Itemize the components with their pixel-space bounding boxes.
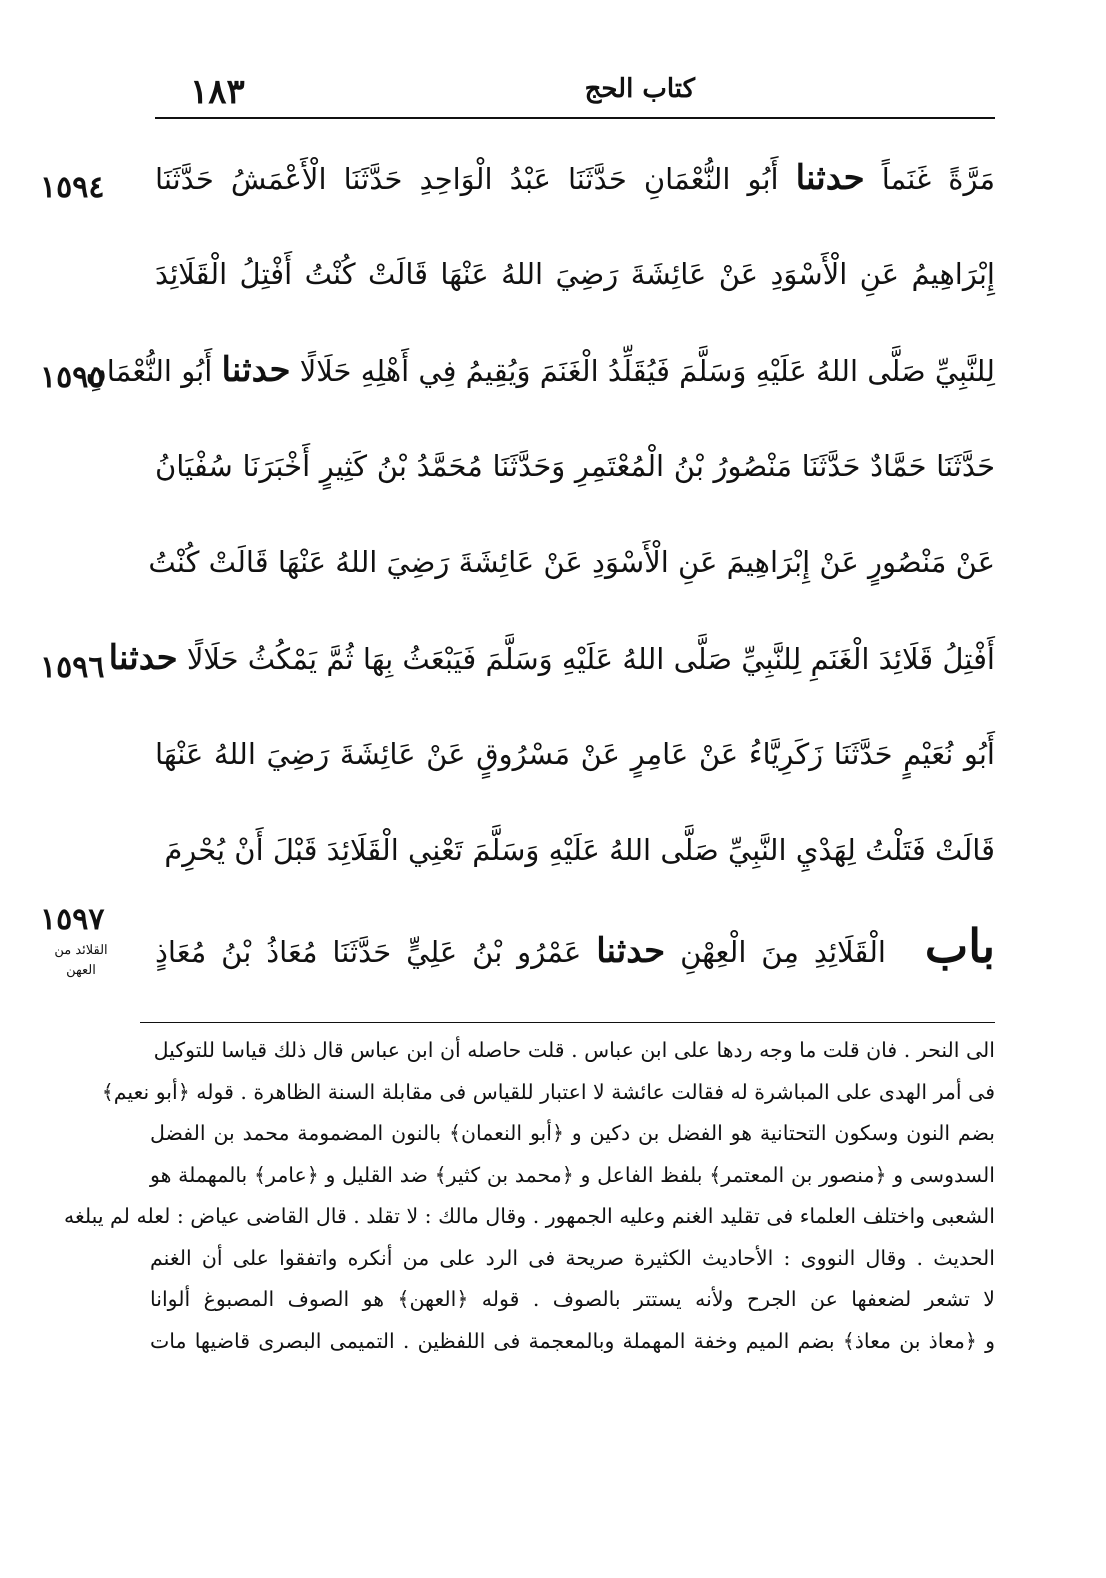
chapter-title: الْقَلَائِدِ مِنَ الْعِهْنِ bbox=[680, 935, 886, 969]
commentary-line-8: و ﴿معاذ بن معاذ﴾ بضم الميم وخفة المهملة وبالمعجمة فى اللفظين . التميمى البصرى قاضيها مات bbox=[150, 1328, 995, 1353]
hadith-number-1596: ١٥٩٦ bbox=[40, 650, 105, 685]
commentary-line-1: الى النحر . فان قلت ما وجه ردها على ابن عباس . قلت حاصله أن ابن عباس قال ذلك قياسا للتوكيل bbox=[153, 1038, 995, 1062]
bab-heading: باب bbox=[924, 919, 996, 973]
text-segment: أَبُو النُّعْمَانِ حَدَّثَنَا عَبْدُ الْوَاحِدِ حَدَّثَنَا الْأَعْمَشُ حَدَّثَنَا bbox=[155, 162, 779, 196]
text-line-8: قَالَتْ فَتَلْتُ لِهَدْيِ النَّبِيِّ صَلَّى اللهُ عَلَيْهِ وَسَلَّمَ تَعْنِي الْقَلَائِدَ قَبْلَ أَنْ يُحْرِمَ bbox=[164, 833, 995, 867]
page-number: ١٨٣ bbox=[190, 72, 245, 112]
text-segment: مَرَّةً غَنَماً bbox=[881, 162, 996, 196]
commentary-line-3: بضم النون وسكون التحتانية هو الفضل بن دكين و ﴿أبو النعمان﴾ بالنون المضمومة محمد بن الفضل bbox=[150, 1121, 995, 1145]
text-line-5: عَنْ مَنْصُورٍ عَنْ إِبْرَاهِيمَ عَنِ الْأَسْوَدِ عَنْ عَائِشَةَ رَضِيَ اللهُ عَنْهَا قَالَتْ كُنْتُ bbox=[148, 545, 995, 579]
text-segment: أَبُو النُّعْمَانِ bbox=[85, 354, 213, 388]
text-line-4: حَدَّثَنَا حَمَّادٌ حَدَّثَنَا مَنْصُورُ بْنُ الْمُعْتَمِرِ وَحَدَّثَنَا مُحَمَّدُ بْنُ كَثِيرٍ أَخْبَرَنَا سُفْيَانُ bbox=[155, 449, 995, 483]
chapter-heading-line bbox=[155, 898, 995, 998]
text-line-2: إِبْرَاهِيمُ عَنِ الْأَسْوَدِ عَنْ عَائِشَةَ رَضِيَ اللهُ عَنْهَا قَالَتْ كُنْتُ أَفْتِلُ الْقَلَائِدَ bbox=[155, 257, 995, 291]
text-segment: أَفْتِلُ قَلَائِدَ الْغَنَمِ لِلنَّبِيِّ صَلَّى اللهُ عَلَيْهِ وَسَلَّمَ فَيَبْعَثُ بِهَا ثُمَّ يَمْكُثُ حَلَالًا bbox=[186, 642, 995, 676]
commentary-block bbox=[63, 1030, 995, 1362]
haddathana-keyword: حدثنا bbox=[795, 158, 865, 198]
commentary-line-4: السدوسى و ﴿منصور بن المعتمر﴾ بلفظ الفاعل و ﴿محمد بن كثير﴾ ضد القليل و ﴿عامر﴾ بالمهملة هو bbox=[150, 1162, 995, 1187]
text-line-1 bbox=[155, 130, 995, 226]
page-header bbox=[155, 70, 995, 116]
haddathana-keyword: حدثنا bbox=[596, 931, 666, 971]
commentary-line-2: فى أمر الهدى على المباشرة له فقالت عائشة لا اعتبار للقياس فى مقابلة السنة الظاهرة . قوله ﴿أبو نعيم﴾ bbox=[101, 1079, 995, 1104]
hadith-number-1594: ١٥٩٤ bbox=[40, 170, 105, 205]
footnote-divider bbox=[140, 1022, 995, 1023]
commentary-line-5: الشعبى واختلف العلماء فى تقليد الغنم وعليه الجمهور . وقال مالك : لا تقلد . قال القاضى عياض : لعله لم يبلغه bbox=[63, 1204, 995, 1228]
text-segment: لِلنَّبِيِّ صَلَّى اللهُ عَلَيْهِ وَسَلَّمَ فَيُقَلِّدُ الْغَنَمَ وَيُقِيمُ فِي أَهْلِهِ حَلَالًا bbox=[299, 354, 995, 388]
text-line-3 bbox=[85, 322, 995, 418]
commentary-line-7: لا تشعر لضعفها عن الجرح ولأنه يستتر بالصوف . قوله ﴿العهن﴾ هو الصوف المصبوغ ألوانا bbox=[150, 1287, 995, 1311]
haddathana-keyword: حدثنا bbox=[221, 350, 291, 390]
text-segment: عَمْرُو بْنُ عَلِيٍّ حَدَّثَنَا مُعَاذُ بْنُ مُعَاذٍ bbox=[155, 935, 582, 969]
hadith-number-1597: ١٥٩٧ bbox=[40, 902, 105, 937]
text-line-6 bbox=[108, 610, 995, 706]
margin-chapter-title-line-2: العهن bbox=[66, 963, 96, 978]
margin-chapter-title-line-1: القلائد من bbox=[54, 943, 108, 958]
header-divider bbox=[155, 117, 995, 119]
text-line-7: أَبُو نُعَيْمٍ حَدَّثَنَا زَكَرِيَّاءُ عَنْ عَامِرٍ عَنْ مَسْرُوقٍ عَنْ عَائِشَةَ رَضِيَ اللهُ عَنْهَا bbox=[155, 737, 995, 771]
hadith-text bbox=[85, 130, 996, 998]
haddathana-keyword: حدثنا bbox=[108, 638, 178, 678]
hadith-number-1595: ١٥٩٥ bbox=[40, 360, 105, 395]
running-title: كتاب الحج bbox=[584, 74, 695, 104]
commentary-line-6: الحديث . وقال النووى : الأحاديث الكثيرة صريحة فى الرد على من أنكره واتفقوا على أن الغنم bbox=[150, 1245, 995, 1270]
